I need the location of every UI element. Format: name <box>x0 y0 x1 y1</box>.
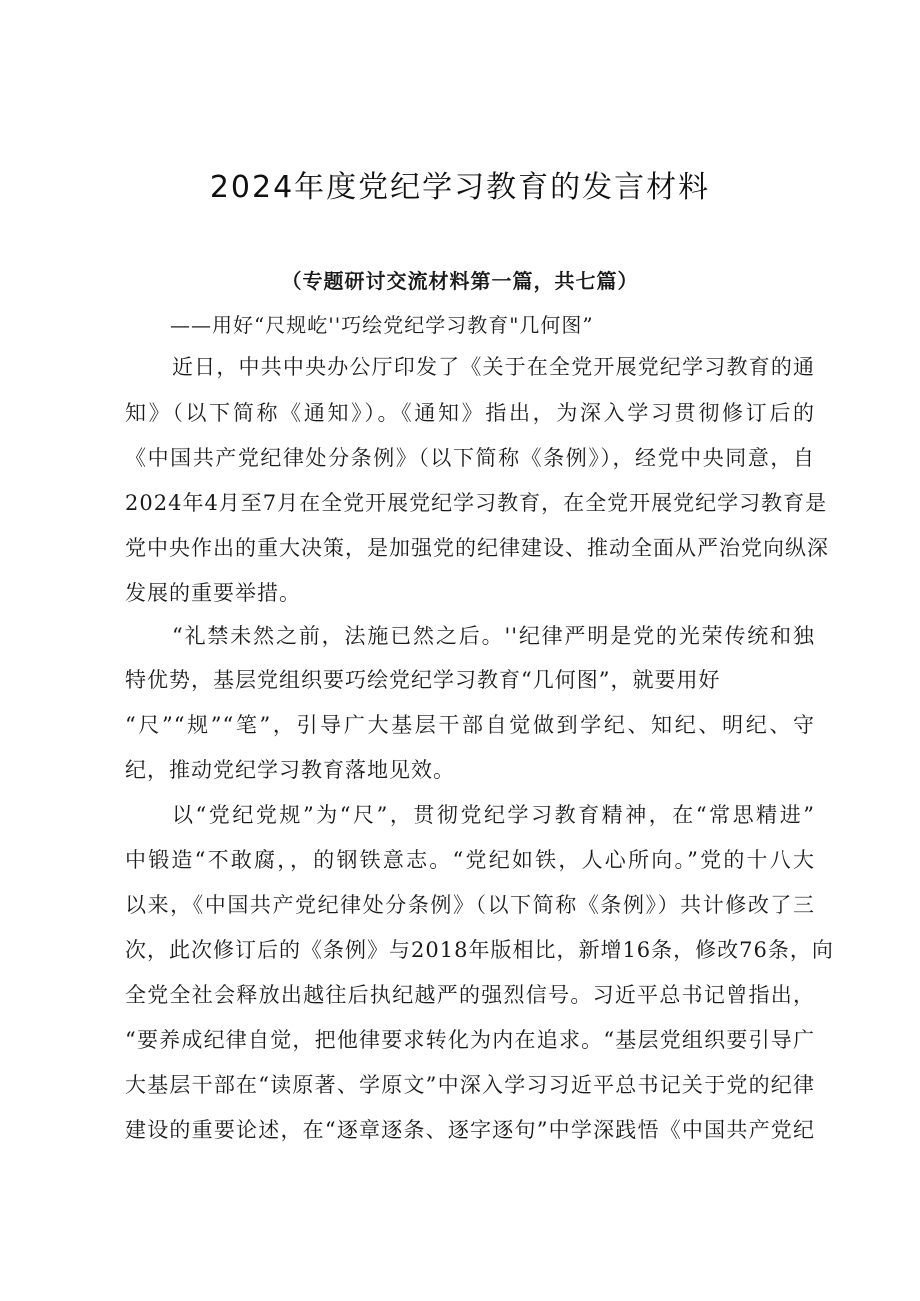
paragraph-3-line-5: 全党全社会释放出越往后执纪越严的强烈信号。习近平总书记曾指出， <box>125 983 815 1007</box>
paragraph-2-line-4: 纪，推动党纪学习教育落地见效。 <box>125 758 455 782</box>
paragraph-3-line-1: 以“党纪党规”为“尺”，贯彻党纪学习教育精神，在“常思精进” <box>172 803 815 827</box>
paragraph-2-line-2: 特优势，基层党组织要巧绘党纪学习教育“几何图”，就要用好 <box>125 668 721 692</box>
paragraph-3-line-7: 大基层干部在“读原著、学原文”中深入学习习近平总书记关于党的纪律 <box>125 1073 815 1097</box>
paragraph-1-line-3: 《中国共产党纪律处分条例》（以下简称《条例》），经党中央同意，自 <box>125 446 815 470</box>
paragraph-1-line-4: 2024年4月至7月在全党开展党纪学习教育，在全党开展党纪学习教育是 <box>125 491 828 515</box>
paragraph-2-line-1: “礼禁未然之前，法施已然之后。''纪律严明是党的光荣传统和独 <box>172 624 815 648</box>
paragraph-3-line-2: 中锻造“不敢腐，，的钢铁意志。“党纪如铁，人心所向。”党的十八大 <box>125 848 815 872</box>
paragraph-1-line-5: 党中央作出的重大决策，是加强党的纪律建设、推动全面从严治党向纵深 <box>125 536 829 560</box>
paragraph-3-line-6: “要养成纪律自觉，把他律要求转化为内在追求。“基层党组织要引导广 <box>125 1028 815 1052</box>
paragraph-3-line-3: 以来，《中国共产党纪律处分条例》（以下简称《条例》）共计修改了三 <box>125 893 815 917</box>
paragraph-1-line-1: 近日，中共中央办公厅印发了《关于在全党开展党纪学习教育的通 <box>172 355 815 379</box>
paragraph-1-line-6: 发展的重要举措。 <box>125 581 301 605</box>
paragraph-3-line-8: 建设的重要论述，在“逐章逐条、逐字逐句”中学深践悟《中国共产党纪 <box>125 1118 815 1142</box>
paragraph-3-line-4: 次，此次修订后的《条例》与2018年版相比，新增16条，修改76条，向 <box>125 938 834 962</box>
document-title: 2024年度党纪学习教育的发言材料 <box>209 170 711 205</box>
document-dash-subtitle: ——用好“尺规屹''巧绘党纪学习教育"几何图” <box>170 313 594 337</box>
paragraph-1-line-2: 知》（以下简称《通知》）。《通知》指出，为深入学习贯彻修订后的 <box>125 401 815 425</box>
paragraph-2-line-3: “尺”“规”“笔”，引导广大基层干部自觉做到学纪、知纪、明纪、守 <box>125 713 815 737</box>
document-subtitle: （专题研讨交流材料第一篇，共七篇） <box>281 269 639 293</box>
